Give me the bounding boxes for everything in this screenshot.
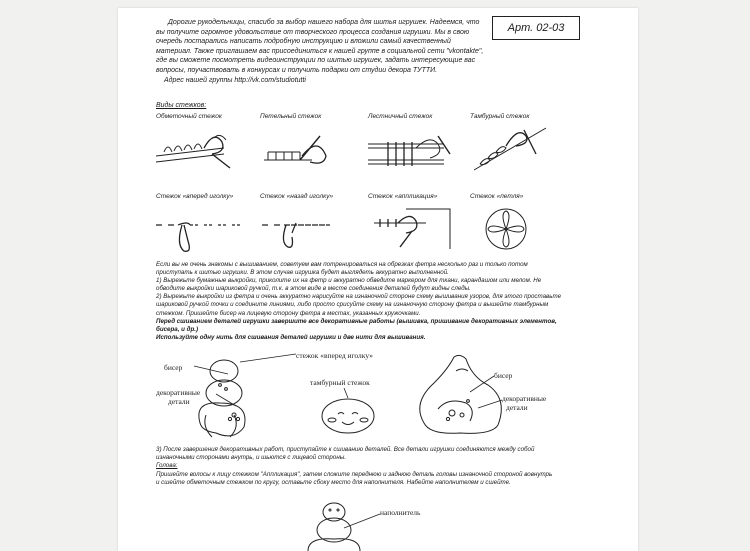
leader-lines-right xyxy=(448,368,518,418)
applique-stitch-illustration xyxy=(366,201,456,255)
after-p1: 3) После завершения декоративных работ, приступайте к сшиванию деталей. Все детали игрушки соединяются между собой изнаночными сторонами внутрь, и шьются с лицевой стороны. xyxy=(156,446,535,462)
stitch-label-blanket: Петельный стежок xyxy=(260,113,322,120)
stitch-label-backstitch: Стежок «назад иголку» xyxy=(260,193,334,200)
instruction-sheet xyxy=(118,8,638,551)
label-filler: наполнитель xyxy=(380,508,421,517)
leader-lines-left xyxy=(188,348,308,418)
label-deco-left-1: декоративные xyxy=(156,388,201,397)
head-section-title: Голова: xyxy=(156,462,178,470)
backstitch-illustration xyxy=(260,203,350,255)
label-bead-left: бисер xyxy=(164,363,183,372)
instruction-p3: 2) Вырежьте выкройки из фетра и очень аккуратно нарисуйте на изнаночной стороне схему вышивания узоров, для этого проставьте шариковой ручкой точки и соедините линиями, либо просто срисуйте схему на изнаночную сторону фетра и вышейте тамбурным стежком. Пришейте бисер на лицевую сторону фетра в местах, указанных кружочками. xyxy=(156,293,562,317)
face-figure xyxy=(314,388,384,438)
label-chain-stitch: тамбурный стежок xyxy=(310,378,370,387)
label-deco-left-2: детали xyxy=(168,397,190,406)
label-deco-right-2: детали xyxy=(506,403,528,412)
instruction-p4: Перед сшиванием деталей игрушки завершите все декоративные работы (вышивка, пришивание декоративных элементов, бисера, и др.) xyxy=(156,317,557,333)
stitch-label-applique: Стежок «аппликация» xyxy=(368,193,438,200)
instruction-p2: 1) Вырежьте бумажные выкройки, приколите их на фетр и аккуратно обведите маркером для ткани, карандашом или мелом. Не обводите выкройки шариковой ручкой, т.к. в этом виде в месте соединения деталей будут видны следы. xyxy=(156,277,542,293)
group-address: Адрес нашей группы http://vk.com/studiotutti xyxy=(164,76,306,84)
blanket-stitch-illustration xyxy=(260,126,340,176)
stitch-label-ladder: Лестничный стежок xyxy=(368,113,433,120)
stitch-label-loop: Стежок «петля» xyxy=(470,193,524,200)
loop-stitch-illustration xyxy=(470,201,550,255)
overcast-stitch-illustration xyxy=(154,126,234,176)
leader-line-filler xyxy=(338,508,383,538)
stitch-types-title: Виды стежков: xyxy=(156,102,207,109)
sewing-instructions xyxy=(156,446,556,487)
intro-text xyxy=(156,18,486,85)
label-bead-right: бисер xyxy=(494,371,513,380)
intro-paragraph: Дорогие рукодельницы, спасибо за выбор нашего набора для шитья игрушек. Надеемся, что вы получите огромное удовольствие от творческого процесса создания игрушки. Мы в свою очередь постарались написать подробную инструкцию и вложили самый качественный материал. Также приглашаем вас присоединиться к нашей группе в социальной сети "vkontakte", где вы сможете посмотреть видеоинструкции по шитью игрушек, задать интересующие вас вопросы, поучаствовать в конкурсах и получить подарки от студии декора ТУТТИ. xyxy=(156,19,484,74)
after-p2: Пришейте волосы к лицу стежком "Аппликация", затем сложите переднюю и заднюю деталь головы изнаночной стороной вовнутрь и сшейте обметочным стежком по кругу, оставьте сбоку место для наполнителя. Набейте наполнителем и сшейте. xyxy=(156,470,553,486)
instruction-text xyxy=(156,261,566,342)
stitch-label-overcast: Обметочный стежок xyxy=(156,113,222,120)
label-deco-right-1: декоративные xyxy=(502,394,547,403)
chain-stitch-illustration xyxy=(470,124,550,176)
instruction-p1: Если вы не очень знакомы с вышиванием, советуем вам потренироваться на обрезках фетра несколько раз и только потом приступать к шитью игрушки. В этом случае игрушка будет выглядеть аккуратно выполненной. xyxy=(156,261,528,277)
running-stitch-illustration xyxy=(154,203,244,255)
ladder-stitch-illustration xyxy=(366,126,456,176)
label-forward-stitch: стежок «вперед иголку» xyxy=(296,351,374,360)
stitch-label-running: Стежок «вперед иголку» xyxy=(156,193,234,200)
stitch-label-chain: Тамбурный стежок xyxy=(470,113,530,120)
instruction-p5: Используйте одну нить для сшивания деталей игрушки и две нити для вышивания. xyxy=(156,333,426,341)
article-number: Арт. 02-03 xyxy=(492,16,580,40)
